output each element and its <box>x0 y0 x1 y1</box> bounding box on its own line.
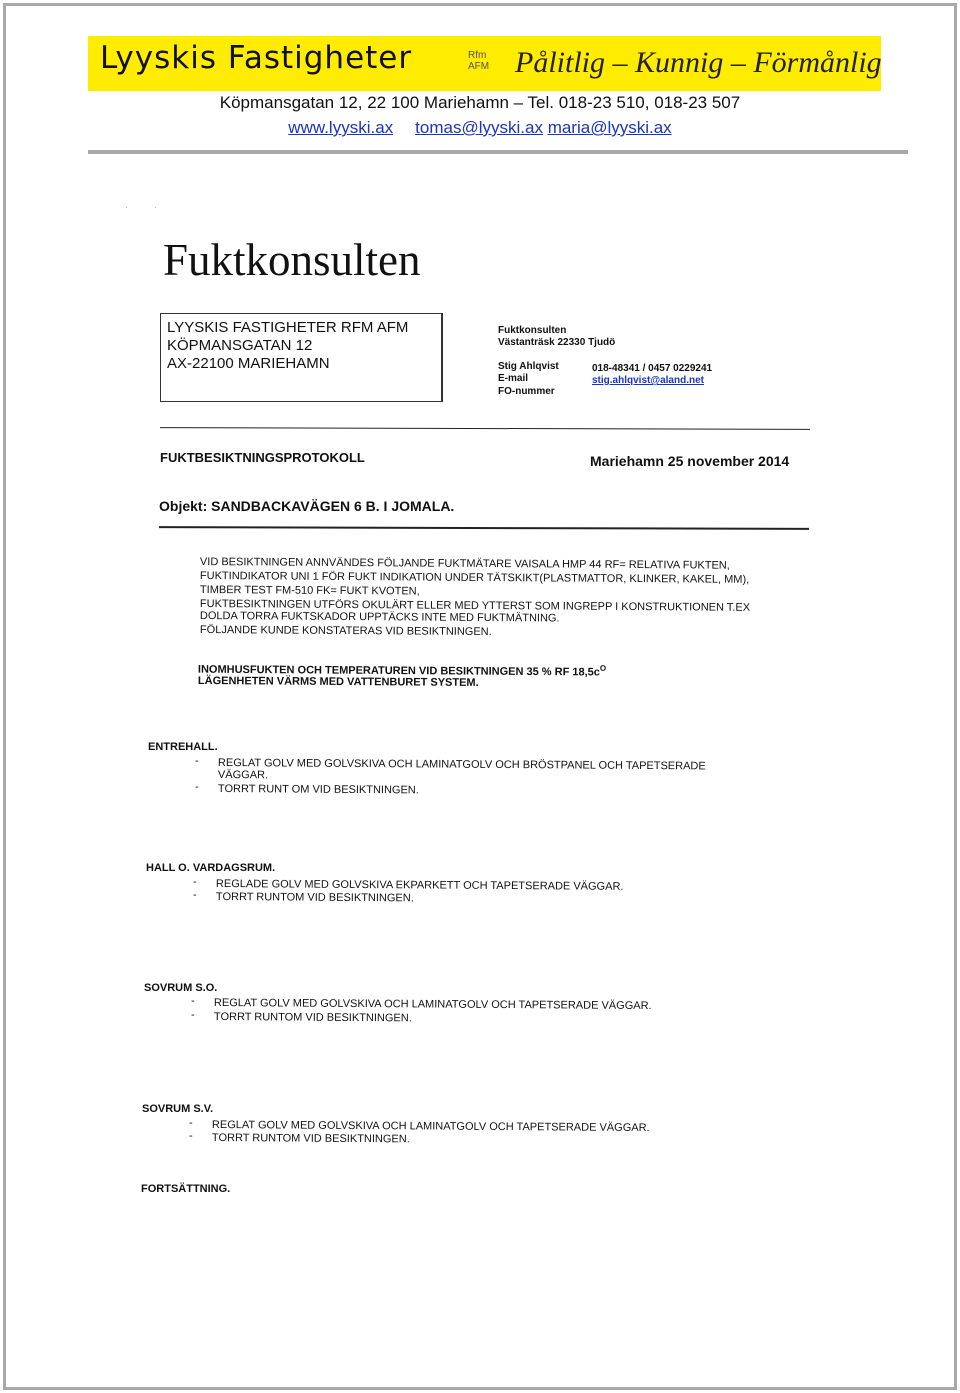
consultant-name: Stig Ahlqvist <box>498 361 559 372</box>
protocol-date: Mariehamn 25 november 2014 <box>590 453 790 469</box>
intro-line: DOLDA TORRA FUKTSKADOR UPPTÄCKS INTE MED FUKTMÄTNING. <box>199 610 560 625</box>
contact-links <box>0 118 960 138</box>
intro-line: VID BESIKTNINGEN ANNVÄNDES FÖLJANDE FUKTMÄTARE VAISALA HMP 44 RF= RELATIVA FUKTEN, <box>199 556 730 572</box>
email-label: E-mail <box>498 373 529 384</box>
bullet-dash: - <box>193 889 197 901</box>
company-address: Köpmansgatan 12, 22 100 Mariehamn – Tel. 018-23 510, 018-23 507 <box>219 93 741 112</box>
bullet-dash: - <box>191 995 195 1007</box>
section-heading: ENTREHALL. <box>148 741 218 753</box>
bullet-dash: - <box>195 781 199 793</box>
recipient-box <box>160 313 443 402</box>
letterhead-divider <box>88 150 908 154</box>
section-item: TORRT RUNTOM VID BESIKTNINGEN. <box>213 1011 412 1025</box>
bullet-dash: - <box>195 755 199 767</box>
inspection-object: Objekt: SANDBACKAVÄGEN 6 B. I JOMALA. <box>159 498 455 514</box>
brand-logo: Lyyskis Fastigheter <box>100 40 413 76</box>
recipient-line: LYYSKIS FASTIGHETER RFM AFM <box>167 319 409 336</box>
consultant-company: Fuktkonsulten <box>498 325 567 336</box>
protocol-title: FUKTBESIKTNINGSPROTOKOLL <box>160 450 365 465</box>
bullet-dash: - <box>191 1009 195 1021</box>
document-title: Fuktkonsulten <box>163 235 421 285</box>
recipient-line: KÖPMANSGATAN 12 <box>167 337 313 354</box>
consultant-phone: 018-48341 / 0457 0229241 <box>592 363 713 374</box>
consultant-address: Västanträsk 22330 Tjudö <box>498 337 616 348</box>
afm-label: AFM <box>468 61 490 72</box>
rfm-label: Rfm <box>468 50 487 61</box>
section-item: TORRT RUNT OM VID BESIKTNINGEN. <box>217 783 419 797</box>
section-item: REGLAT GOLV MED GOLVSKIVA OCH LAMINATGOLV OCH TAPETSERADE VÄGGAR. <box>213 997 652 1013</box>
website-link[interactable]: www.lyyski.ax <box>288 118 394 137</box>
section-item: TORRT RUNTOM VID BESIKTNINGEN. <box>211 1132 410 1146</box>
bullet-dash: - <box>189 1117 193 1129</box>
heating-line: LÄGENHETEN VÄRMS MED VATTENBURET SYSTEM. <box>197 675 479 689</box>
scan-specks: · · <box>125 203 157 212</box>
section-item: VÄGGAR. <box>217 769 269 782</box>
intro-line: FÖLJANDE KUNDE KONSTATERAS VID BESIKTNINGEN. <box>199 624 492 639</box>
rfm-afm-mark <box>468 50 489 72</box>
recipient-line: AX-22100 MARIEHAMN <box>167 355 330 372</box>
section-item: TORRT RUNTOM VID BESIKTNINGEN. <box>215 891 414 905</box>
intro-line: FUKTBESIKTNINGEN UTFÖRS OKULÄRT ELLER MED YTTERST SOM INGREPP I KONSTRUKTIONEN T.EX <box>199 598 751 614</box>
continuation-note: FORTSÄTTNING. <box>141 1183 231 1195</box>
section-heading: HALL O. VARDAGSRUM. <box>146 862 276 874</box>
section-item: REGLADE GOLV MED GOLVSKIVA EKPARKETT OCH TAPETSERADE VÄGGAR. <box>215 878 624 893</box>
section-heading: SOVRUM S.O. <box>144 982 218 994</box>
climate-text: INOMHUSFUKTEN OCH TEMPERATUREN VID BESIKTNINGEN 35 % RF 18,5c <box>197 663 600 679</box>
section-item: REGLAT GOLV MED GOLVSKIVA OCH LAMINATGOLV OCH TAPETSERADE VÄGGAR. <box>211 1119 650 1135</box>
degree-mark: O <box>599 663 607 673</box>
bullet-dash: - <box>193 876 197 888</box>
intro-line: FUKTINDIKATOR UNI 1 FÖR FUKT INDIKATION UNDER TÄTSKIKT(PLASTMATTOR, KLINKER, KAKEL, MM), <box>199 570 750 586</box>
bullet-dash: - <box>189 1130 193 1142</box>
slogan: Pålitlig – Kunnig – Förmånlig <box>515 46 882 79</box>
intro-line: TIMBER TEST FM-510 FK= FUKT KVOTEN, <box>199 584 420 598</box>
email-link-tomas[interactable]: tomas@lyyski.ax <box>415 118 543 137</box>
section-item: REGLAT GOLV MED GOLVSKIVA OCH LAMINATGOLV OCH BRÖSTPANEL OCH TAPETSERADE <box>217 757 706 773</box>
section-heading: SOVRUM S.V. <box>142 1103 214 1115</box>
email-link-maria[interactable]: maria@lyyski.ax <box>547 118 672 137</box>
fo-number-label: FO-nummer <box>498 386 555 397</box>
consultant-email[interactable]: stig.ahlqvist@aland.net <box>592 375 704 386</box>
letterhead-banner <box>88 36 881 91</box>
